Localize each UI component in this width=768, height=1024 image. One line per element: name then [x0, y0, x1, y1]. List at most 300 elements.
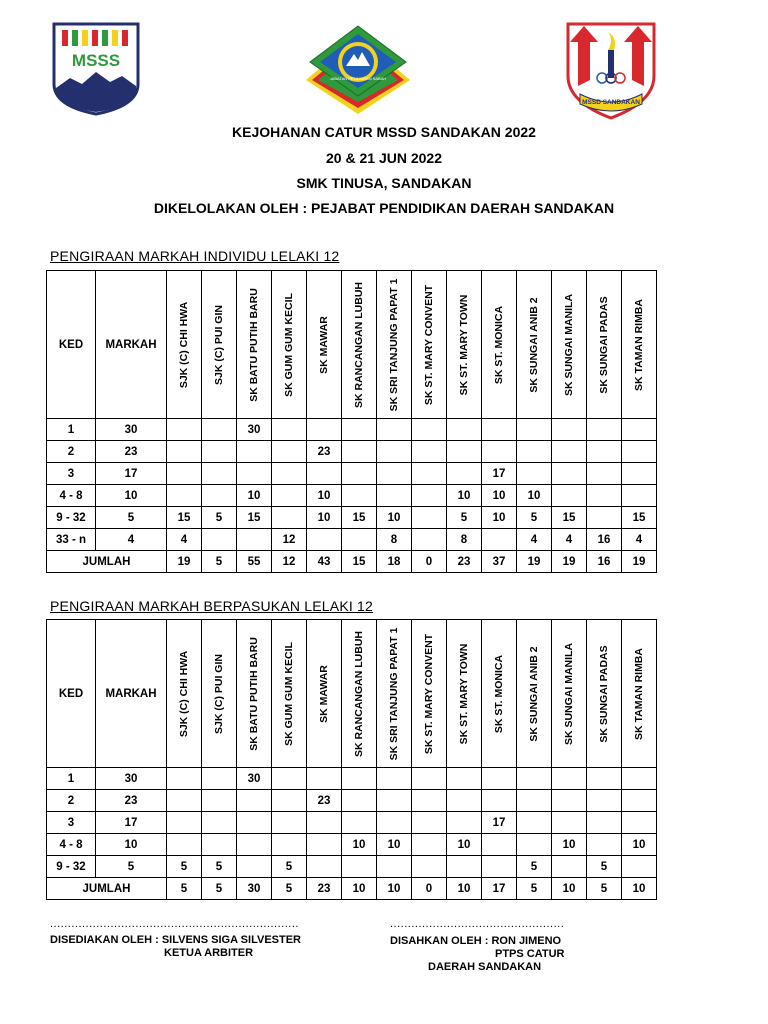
score-cell: 5 [447, 507, 482, 529]
total-row [47, 551, 657, 573]
score-cell [237, 856, 272, 878]
score-cell [412, 790, 447, 812]
score-cell [482, 529, 517, 551]
ked-cell: 2 [47, 441, 96, 463]
score-cell: 15 [552, 507, 587, 529]
ked-cell: 4 - 8 [47, 485, 96, 507]
score-cell [237, 463, 272, 485]
school-header [482, 271, 517, 419]
score-cell [202, 768, 237, 790]
total-cell: 16 [587, 551, 622, 573]
markah-cell: 17 [96, 463, 167, 485]
score-cell: 4 [517, 529, 552, 551]
score-cell [167, 790, 202, 812]
school-header [272, 620, 307, 768]
score-cell [412, 419, 447, 441]
school-name: SK SUNGAI MANILA [563, 293, 575, 396]
table-row [47, 419, 657, 441]
school-name: SK SUNGAI ANIB 2 [528, 645, 540, 742]
score-cell [237, 529, 272, 551]
school-name: SK TAMAN RIMBA [633, 647, 645, 740]
total-cell: 0 [412, 551, 447, 573]
school-header [622, 620, 657, 768]
score-cell [307, 856, 342, 878]
school-header [447, 620, 482, 768]
score-cell: 10 [517, 485, 552, 507]
score-cell [167, 441, 202, 463]
school-header [552, 271, 587, 419]
ked-cell: 1 [47, 768, 96, 790]
header-row [47, 620, 657, 768]
score-cell: 10 [377, 834, 412, 856]
total-cell: 43 [307, 551, 342, 573]
score-cell: 15 [342, 507, 377, 529]
school-header [202, 620, 237, 768]
score-cell: 10 [307, 485, 342, 507]
school-name: SJK (C) PUI GIN [213, 653, 225, 734]
svg-text:JABATAN PELAJARAN SABAH: JABATAN PELAJARAN SABAH [329, 76, 387, 81]
school-header [517, 620, 552, 768]
score-cell [552, 485, 587, 507]
individual-score-table [46, 270, 657, 573]
total-cell: 15 [342, 551, 377, 573]
school-header [412, 620, 447, 768]
school-name: SK ST. MARY TOWN [458, 294, 470, 395]
score-cell [377, 768, 412, 790]
score-cell: 5 [202, 507, 237, 529]
score-cell [622, 812, 657, 834]
score-cell [272, 485, 307, 507]
score-cell [482, 768, 517, 790]
markah-cell: 4 [96, 529, 167, 551]
score-cell [622, 790, 657, 812]
markah-header: MARKAH [96, 271, 167, 419]
score-cell [587, 812, 622, 834]
total-cell: 55 [237, 551, 272, 573]
score-cell [622, 441, 657, 463]
score-cell [482, 834, 517, 856]
score-cell [482, 856, 517, 878]
approved-by: DISAHKAN OLEH : RON JIMENO [390, 935, 562, 947]
score-cell: 5 [272, 856, 307, 878]
score-cell [552, 790, 587, 812]
score-cell [342, 441, 377, 463]
team-section-title: PENGIRAAN MARKAH BERPASUKAN LELAKI 12 [50, 598, 374, 614]
mssd-sandakan-logo [562, 20, 660, 120]
score-cell [342, 856, 377, 878]
score-cell [517, 419, 552, 441]
score-cell: 5 [167, 856, 202, 878]
score-cell: 10 [482, 507, 517, 529]
markah-cell: 30 [96, 768, 167, 790]
school-name: SK SRI TANJUNG PAPAT 1 [388, 278, 400, 411]
total-cell: 23 [447, 551, 482, 573]
school-header [482, 620, 517, 768]
score-cell [202, 419, 237, 441]
markah-header: MARKAH [96, 620, 167, 768]
table-row [47, 507, 657, 529]
score-cell [587, 485, 622, 507]
score-cell [342, 419, 377, 441]
markah-cell: 17 [96, 812, 167, 834]
score-cell [167, 834, 202, 856]
approved-by-district: DAERAH SANDAKAN [428, 961, 542, 973]
score-cell [342, 812, 377, 834]
score-cell [517, 463, 552, 485]
score-cell [377, 485, 412, 507]
score-cell [447, 463, 482, 485]
table-row [47, 768, 657, 790]
score-cell [272, 419, 307, 441]
total-cell: 5 [517, 878, 552, 900]
score-cell [202, 485, 237, 507]
score-cell: 10 [482, 485, 517, 507]
jabatan-pelajaran-logo [298, 22, 418, 118]
score-cell [447, 790, 482, 812]
team-score-table [46, 619, 657, 900]
total-cell: 19 [517, 551, 552, 573]
score-cell: 23 [307, 790, 342, 812]
score-cell [272, 834, 307, 856]
total-cell: 10 [377, 878, 412, 900]
table-row [47, 790, 657, 812]
school-name: SK ST. MARY CONVENT [423, 633, 435, 754]
score-cell [202, 834, 237, 856]
school-name: SK BATU PUTIH BARU [248, 287, 260, 402]
total-cell: 19 [167, 551, 202, 573]
total-cell: 0 [412, 878, 447, 900]
score-cell [377, 790, 412, 812]
score-cell: 10 [552, 834, 587, 856]
school-name: SJK (C) CHI HWA [178, 650, 190, 737]
score-cell [342, 768, 377, 790]
ked-cell: 9 - 32 [47, 856, 96, 878]
score-cell [167, 768, 202, 790]
event-date: 20 & 21 JUN 2022 [326, 150, 442, 166]
score-cell [622, 485, 657, 507]
school-header [342, 271, 377, 419]
score-cell [272, 507, 307, 529]
school-name: SK SUNGAI ANIB 2 [528, 296, 540, 393]
score-cell [482, 441, 517, 463]
school-header [202, 271, 237, 419]
table-row [47, 812, 657, 834]
school-name: SK GUM GUM KECIL [283, 292, 295, 397]
school-name: SK ST. MARY CONVENT [423, 284, 435, 405]
score-cell: 5 [202, 856, 237, 878]
school-name: SK SUNGAI PADAS [598, 644, 610, 743]
score-cell [237, 812, 272, 834]
score-cell [552, 419, 587, 441]
score-cell [622, 419, 657, 441]
total-cell: 5 [202, 551, 237, 573]
score-cell: 5 [587, 856, 622, 878]
school-name: SK SUNGAI PADAS [598, 295, 610, 394]
score-cell [272, 790, 307, 812]
school-name: SK SUNGAI MANILA [563, 642, 575, 745]
markah-cell: 5 [96, 856, 167, 878]
school-name: SK MAWAR [318, 664, 330, 723]
score-cell [587, 463, 622, 485]
school-header [517, 271, 552, 419]
school-header [307, 620, 342, 768]
individual-section-title: PENGIRAAN MARKAH INDIVIDU LELAKI 12 [50, 248, 340, 264]
score-cell [412, 529, 447, 551]
score-cell [342, 790, 377, 812]
signature-line-right: ................................................. [390, 918, 565, 930]
score-cell [552, 768, 587, 790]
total-cell: 23 [307, 878, 342, 900]
markah-cell: 5 [96, 507, 167, 529]
score-cell: 30 [237, 768, 272, 790]
school-header [307, 271, 342, 419]
school-header [587, 620, 622, 768]
score-cell [167, 485, 202, 507]
school-name: SK RANCANGAN LUBUH [353, 630, 365, 757]
score-cell [307, 834, 342, 856]
header-row [47, 271, 657, 419]
score-cell [377, 441, 412, 463]
total-label: JUMLAH [47, 551, 167, 573]
score-cell [412, 507, 447, 529]
school-header [272, 271, 307, 419]
score-cell [307, 419, 342, 441]
table-row [47, 441, 657, 463]
score-cell [587, 419, 622, 441]
ked-cell: 4 - 8 [47, 834, 96, 856]
markah-cell: 10 [96, 485, 167, 507]
school-name: SK SRI TANJUNG PAPAT 1 [388, 627, 400, 760]
score-cell [412, 441, 447, 463]
score-cell [447, 768, 482, 790]
score-cell: 15 [622, 507, 657, 529]
table-row [47, 485, 657, 507]
school-header [237, 271, 272, 419]
school-header [377, 271, 412, 419]
score-cell [552, 812, 587, 834]
score-cell [202, 812, 237, 834]
school-header [167, 620, 202, 768]
school-header [342, 620, 377, 768]
event-title: KEJOHANAN CATUR MSSD SANDAKAN 2022 [232, 124, 536, 140]
score-cell [482, 790, 517, 812]
total-label: JUMLAH [47, 878, 167, 900]
school-name: SK BATU PUTIH BARU [248, 636, 260, 751]
school-name: SK ST. MARY TOWN [458, 643, 470, 744]
score-cell [202, 529, 237, 551]
markah-cell: 30 [96, 419, 167, 441]
total-cell: 37 [482, 551, 517, 573]
total-cell: 5 [202, 878, 237, 900]
school-header [552, 620, 587, 768]
svg-text:MSSS: MSSS [71, 51, 121, 70]
score-cell: 17 [482, 463, 517, 485]
score-cell: 4 [552, 529, 587, 551]
score-cell [237, 834, 272, 856]
score-cell [167, 463, 202, 485]
school-name: SK TAMAN RIMBA [633, 298, 645, 391]
score-cell [412, 485, 447, 507]
msss-logo [52, 22, 140, 116]
score-cell [342, 463, 377, 485]
ked-header: KED [47, 620, 96, 768]
score-cell [587, 441, 622, 463]
school-name: SJK (C) PUI GIN [213, 304, 225, 385]
ked-cell: 3 [47, 463, 96, 485]
school-name: SK GUM GUM KECIL [283, 641, 295, 746]
score-cell [622, 856, 657, 878]
score-cell [447, 419, 482, 441]
school-header [622, 271, 657, 419]
school-header [412, 271, 447, 419]
total-cell: 10 [622, 878, 657, 900]
score-cell [202, 441, 237, 463]
score-cell: 10 [307, 507, 342, 529]
score-cell [552, 856, 587, 878]
score-cell [272, 812, 307, 834]
total-cell: 17 [482, 878, 517, 900]
score-cell: 10 [447, 834, 482, 856]
score-cell [307, 463, 342, 485]
score-cell: 10 [237, 485, 272, 507]
school-name: SJK (C) CHI HWA [178, 301, 190, 388]
score-cell [202, 463, 237, 485]
total-cell: 5 [272, 878, 307, 900]
score-cell [237, 441, 272, 463]
ked-cell: 1 [47, 419, 96, 441]
svg-text:MSSD SANDAKAN: MSSD SANDAKAN [582, 99, 640, 106]
event-venue: SMK TINUSA, SANDAKAN [296, 175, 472, 191]
score-cell [412, 768, 447, 790]
score-cell [272, 441, 307, 463]
score-cell [307, 812, 342, 834]
school-header [587, 271, 622, 419]
score-cell: 10 [342, 834, 377, 856]
score-cell: 5 [517, 507, 552, 529]
event-organizer: DIKELOLAKAN OLEH : PEJABAT PENDIDIKAN DAERAH SANDAKAN [153, 200, 615, 216]
score-cell: 10 [622, 834, 657, 856]
prepared-by: DISEDIAKAN OLEH : SILVENS SIGA SILVESTER [50, 934, 301, 946]
total-cell: 19 [552, 551, 587, 573]
ked-cell: 2 [47, 790, 96, 812]
score-cell [167, 812, 202, 834]
score-cell: 5 [517, 856, 552, 878]
school-header [377, 620, 412, 768]
total-cell: 10 [552, 878, 587, 900]
score-cell [272, 463, 307, 485]
total-cell: 12 [272, 551, 307, 573]
score-cell [377, 419, 412, 441]
score-cell [552, 441, 587, 463]
score-cell [447, 856, 482, 878]
markah-cell: 10 [96, 834, 167, 856]
school-header [447, 271, 482, 419]
school-name: SK MAWAR [318, 315, 330, 374]
score-cell [377, 812, 412, 834]
score-cell [517, 790, 552, 812]
ked-cell: 3 [47, 812, 96, 834]
score-cell [587, 507, 622, 529]
score-cell [552, 463, 587, 485]
score-cell: 8 [377, 529, 412, 551]
score-cell [412, 812, 447, 834]
total-cell: 10 [342, 878, 377, 900]
score-cell: 16 [587, 529, 622, 551]
ked-cell: 33 - n [47, 529, 96, 551]
score-cell [237, 790, 272, 812]
table-row [47, 529, 657, 551]
score-cell [377, 463, 412, 485]
score-cell [412, 834, 447, 856]
school-name: SK ST. MONICA [493, 654, 505, 733]
total-cell: 30 [237, 878, 272, 900]
score-cell: 15 [167, 507, 202, 529]
score-cell [412, 856, 447, 878]
score-cell [342, 529, 377, 551]
score-cell [587, 768, 622, 790]
school-name: SK ST. MONICA [493, 305, 505, 384]
approved-by-role: PTPS CATUR [495, 948, 565, 960]
prepared-by-role: KETUA ARBITER [164, 947, 254, 959]
score-cell: 30 [237, 419, 272, 441]
score-cell: 10 [377, 507, 412, 529]
score-cell: 4 [622, 529, 657, 551]
markah-cell: 23 [96, 441, 167, 463]
score-cell [307, 529, 342, 551]
score-cell [587, 790, 622, 812]
school-header [237, 620, 272, 768]
score-cell: 15 [237, 507, 272, 529]
score-cell [202, 790, 237, 812]
score-cell [482, 419, 517, 441]
score-cell [587, 834, 622, 856]
ked-cell: 9 - 32 [47, 507, 96, 529]
total-cell: 19 [622, 551, 657, 573]
school-name: SK RANCANGAN LUBUH [353, 281, 365, 408]
total-cell: 5 [587, 878, 622, 900]
score-cell [412, 463, 447, 485]
total-row [47, 878, 657, 900]
score-cell [377, 856, 412, 878]
score-cell: 10 [447, 485, 482, 507]
markah-cell: 23 [96, 790, 167, 812]
score-cell [622, 768, 657, 790]
ked-header: KED [47, 271, 96, 419]
table-row [47, 856, 657, 878]
score-cell [517, 441, 552, 463]
total-cell: 5 [167, 878, 202, 900]
score-cell [517, 812, 552, 834]
score-cell [447, 441, 482, 463]
total-cell: 10 [447, 878, 482, 900]
score-cell [167, 419, 202, 441]
score-cell [272, 768, 307, 790]
score-cell [447, 812, 482, 834]
score-cell: 17 [482, 812, 517, 834]
score-cell [622, 463, 657, 485]
score-cell: 4 [167, 529, 202, 551]
signature-line-left: ...................................................................... [50, 918, 299, 930]
table-row [47, 463, 657, 485]
score-cell [517, 834, 552, 856]
table-row [47, 834, 657, 856]
school-header [167, 271, 202, 419]
score-cell [307, 768, 342, 790]
score-cell: 12 [272, 529, 307, 551]
score-cell [342, 485, 377, 507]
score-cell: 23 [307, 441, 342, 463]
total-cell: 18 [377, 551, 412, 573]
